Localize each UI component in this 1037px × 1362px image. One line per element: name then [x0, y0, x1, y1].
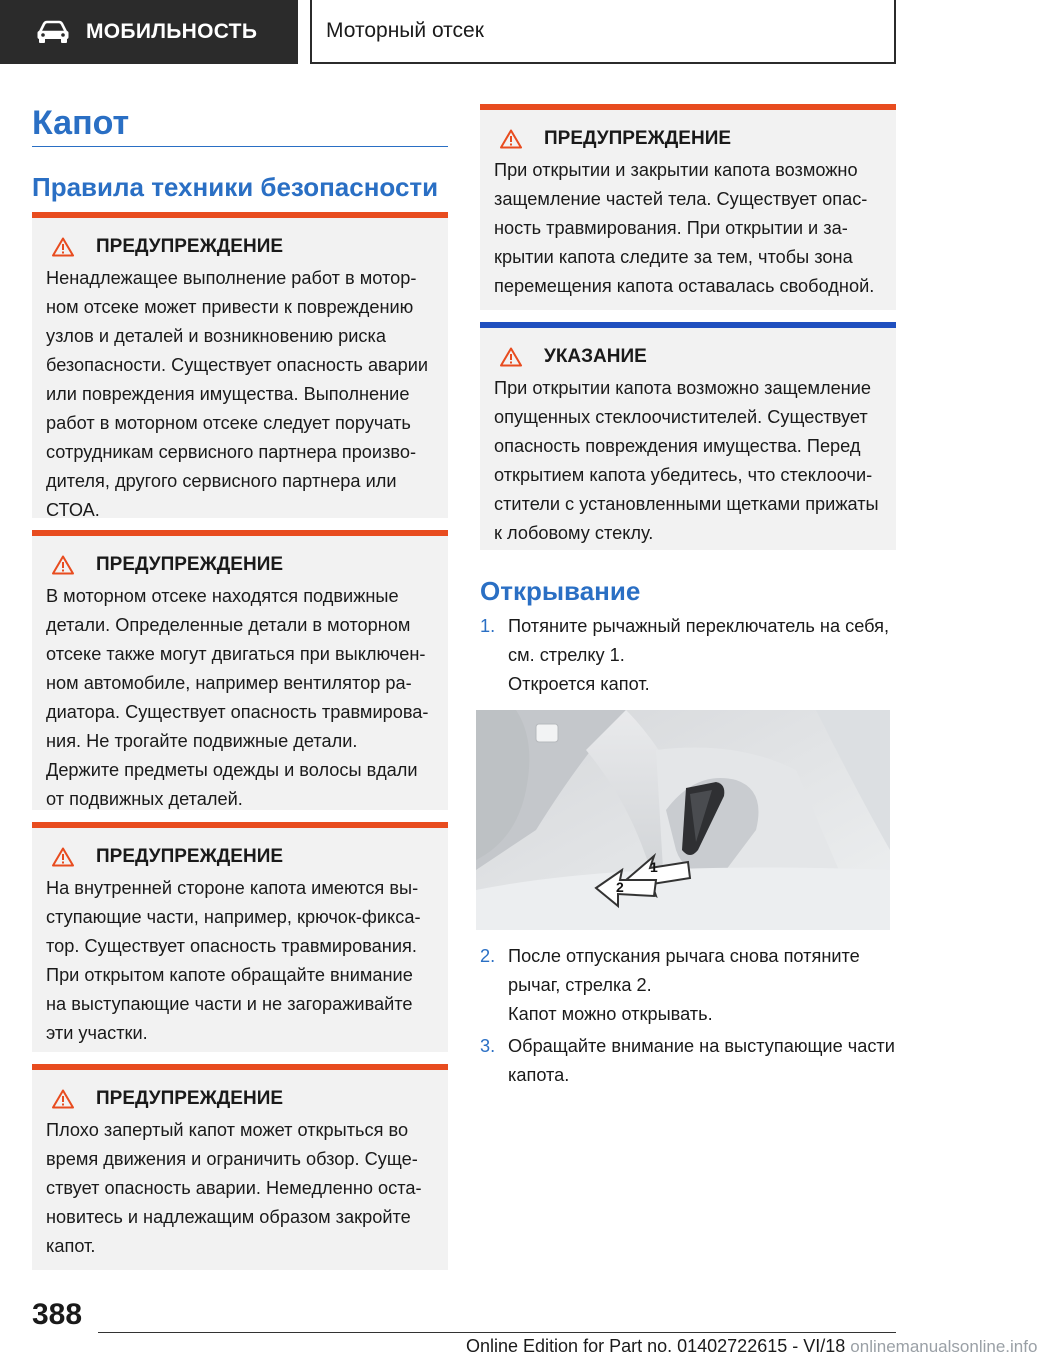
opening-heading: Открывание	[480, 576, 641, 606]
footer-divider	[98, 1332, 896, 1333]
chapter-tab	[310, 0, 896, 64]
title-divider	[32, 146, 448, 147]
step-number: 1.	[480, 616, 496, 636]
arrow-label-2: 2	[616, 879, 624, 895]
arrow-label-1: 1	[650, 859, 658, 875]
edition-text: Online Edition for Part no. 01402722615 - VI/18	[466, 1336, 846, 1356]
warning-triangle-icon	[52, 237, 74, 257]
site-watermark: onlinemanualsonline.info	[850, 1337, 1037, 1356]
section-tab[interactable]	[0, 0, 298, 64]
chapter-label: Моторный отсек	[326, 19, 484, 42]
warning-box-2	[32, 530, 448, 810]
warning-triangle-icon	[52, 1089, 74, 1109]
warning-text: При открытии и закрытии капота возможно защемление частей тела. Существует опасность травмирования. При открытии и закрытии капота следите за тем, чтобы зона перемещения капота оставалась свободной.	[494, 160, 875, 296]
note-text: При открытии капота возможно защемление опущенных стеклоочистителей. Существует опасность повреждения имущества. Перед открытием капота убедитесь, что стеклоочистители с установленными щетками прижаты к лобовому стеклу.	[494, 378, 879, 543]
step-1-result: Откроется капот.	[508, 674, 650, 694]
car-icon	[36, 20, 70, 44]
step-2-result: Капот можно открывать.	[508, 1004, 713, 1024]
step-number: 2.	[480, 946, 496, 966]
note-box	[480, 322, 896, 550]
note-triangle-icon	[500, 347, 522, 367]
step-3	[480, 1032, 896, 1090]
footer-edition	[466, 1336, 1037, 1357]
warning-label: ПРЕДУПРЕЖДЕНИЕ	[96, 1088, 284, 1109]
step-2	[480, 942, 896, 1000]
warning-triangle-icon	[52, 555, 74, 575]
hood-release-lever-photo	[476, 710, 890, 930]
step-text: После отпускания рычага снова потяните рычаг, стрелка 2.	[508, 946, 860, 995]
page-number: 388	[32, 1298, 83, 1331]
warning-box-1	[32, 212, 448, 518]
page-title: Капот	[32, 104, 130, 142]
warning-text: В моторном отсеке находятся подвижные детали. Определенные детали в моторном отсеке также могут двигаться при выключенном автомобиле, например вентилятор радиатора. Существует опасность травмирования. Не трогайте подвижные детали. Держите предметы одежды и волосы вдали от подвижных деталей.	[46, 586, 429, 809]
safety-heading: Правила техники безопасности	[32, 172, 439, 202]
warning-triangle-icon	[500, 129, 522, 149]
warning-text: Ненадлежащее выполнение работ в моторном отсеке может привести к повреждению узлов и деталей и возникновению риска безопасности. Существует опасность аварии или повреждения имущества. Выполнение работ в моторном отсеке следует поручать сотрудникам сервисного партнера производителя, другого сервисного партнера или СТОА.	[46, 268, 429, 520]
step-text: Потяните рычажный переключатель на себя, см. стрелку 1.	[508, 616, 890, 665]
warning-label: ПРЕДУПРЕЖДЕНИЕ	[96, 236, 284, 257]
note-label: УКАЗАНИЕ	[544, 346, 647, 367]
warning-label: ПРЕДУПРЕЖДЕНИЕ	[544, 128, 732, 149]
step-1	[480, 612, 896, 670]
warning-label: ПРЕДУПРЕЖДЕНИЕ	[96, 554, 284, 575]
warning-text: Плохо запертый капот может открыться во время движения и ограничить обзор. Существует опасность аварии. Немедленно остановитесь и надлежащим образом закройте капот.	[46, 1120, 422, 1256]
warning-box-right	[480, 104, 896, 310]
warning-triangle-icon	[52, 847, 74, 867]
warning-box-4	[32, 1064, 448, 1270]
warning-label: ПРЕДУПРЕЖДЕНИЕ	[96, 846, 284, 867]
step-number: 3.	[480, 1036, 496, 1056]
warning-text: На внутренней стороне капота имеются выступающие части, например, крючок-фиксатор. Существует опасность травмирования. При открытом капоте обращайте внимание на выступающие части и не загораживайте эти участки.	[46, 878, 421, 1043]
section-label: МОБИЛЬНОСТЬ	[86, 20, 258, 43]
step-text: Обращайте внимание на выступающие части капота.	[508, 1036, 895, 1085]
warning-box-3	[32, 822, 448, 1052]
